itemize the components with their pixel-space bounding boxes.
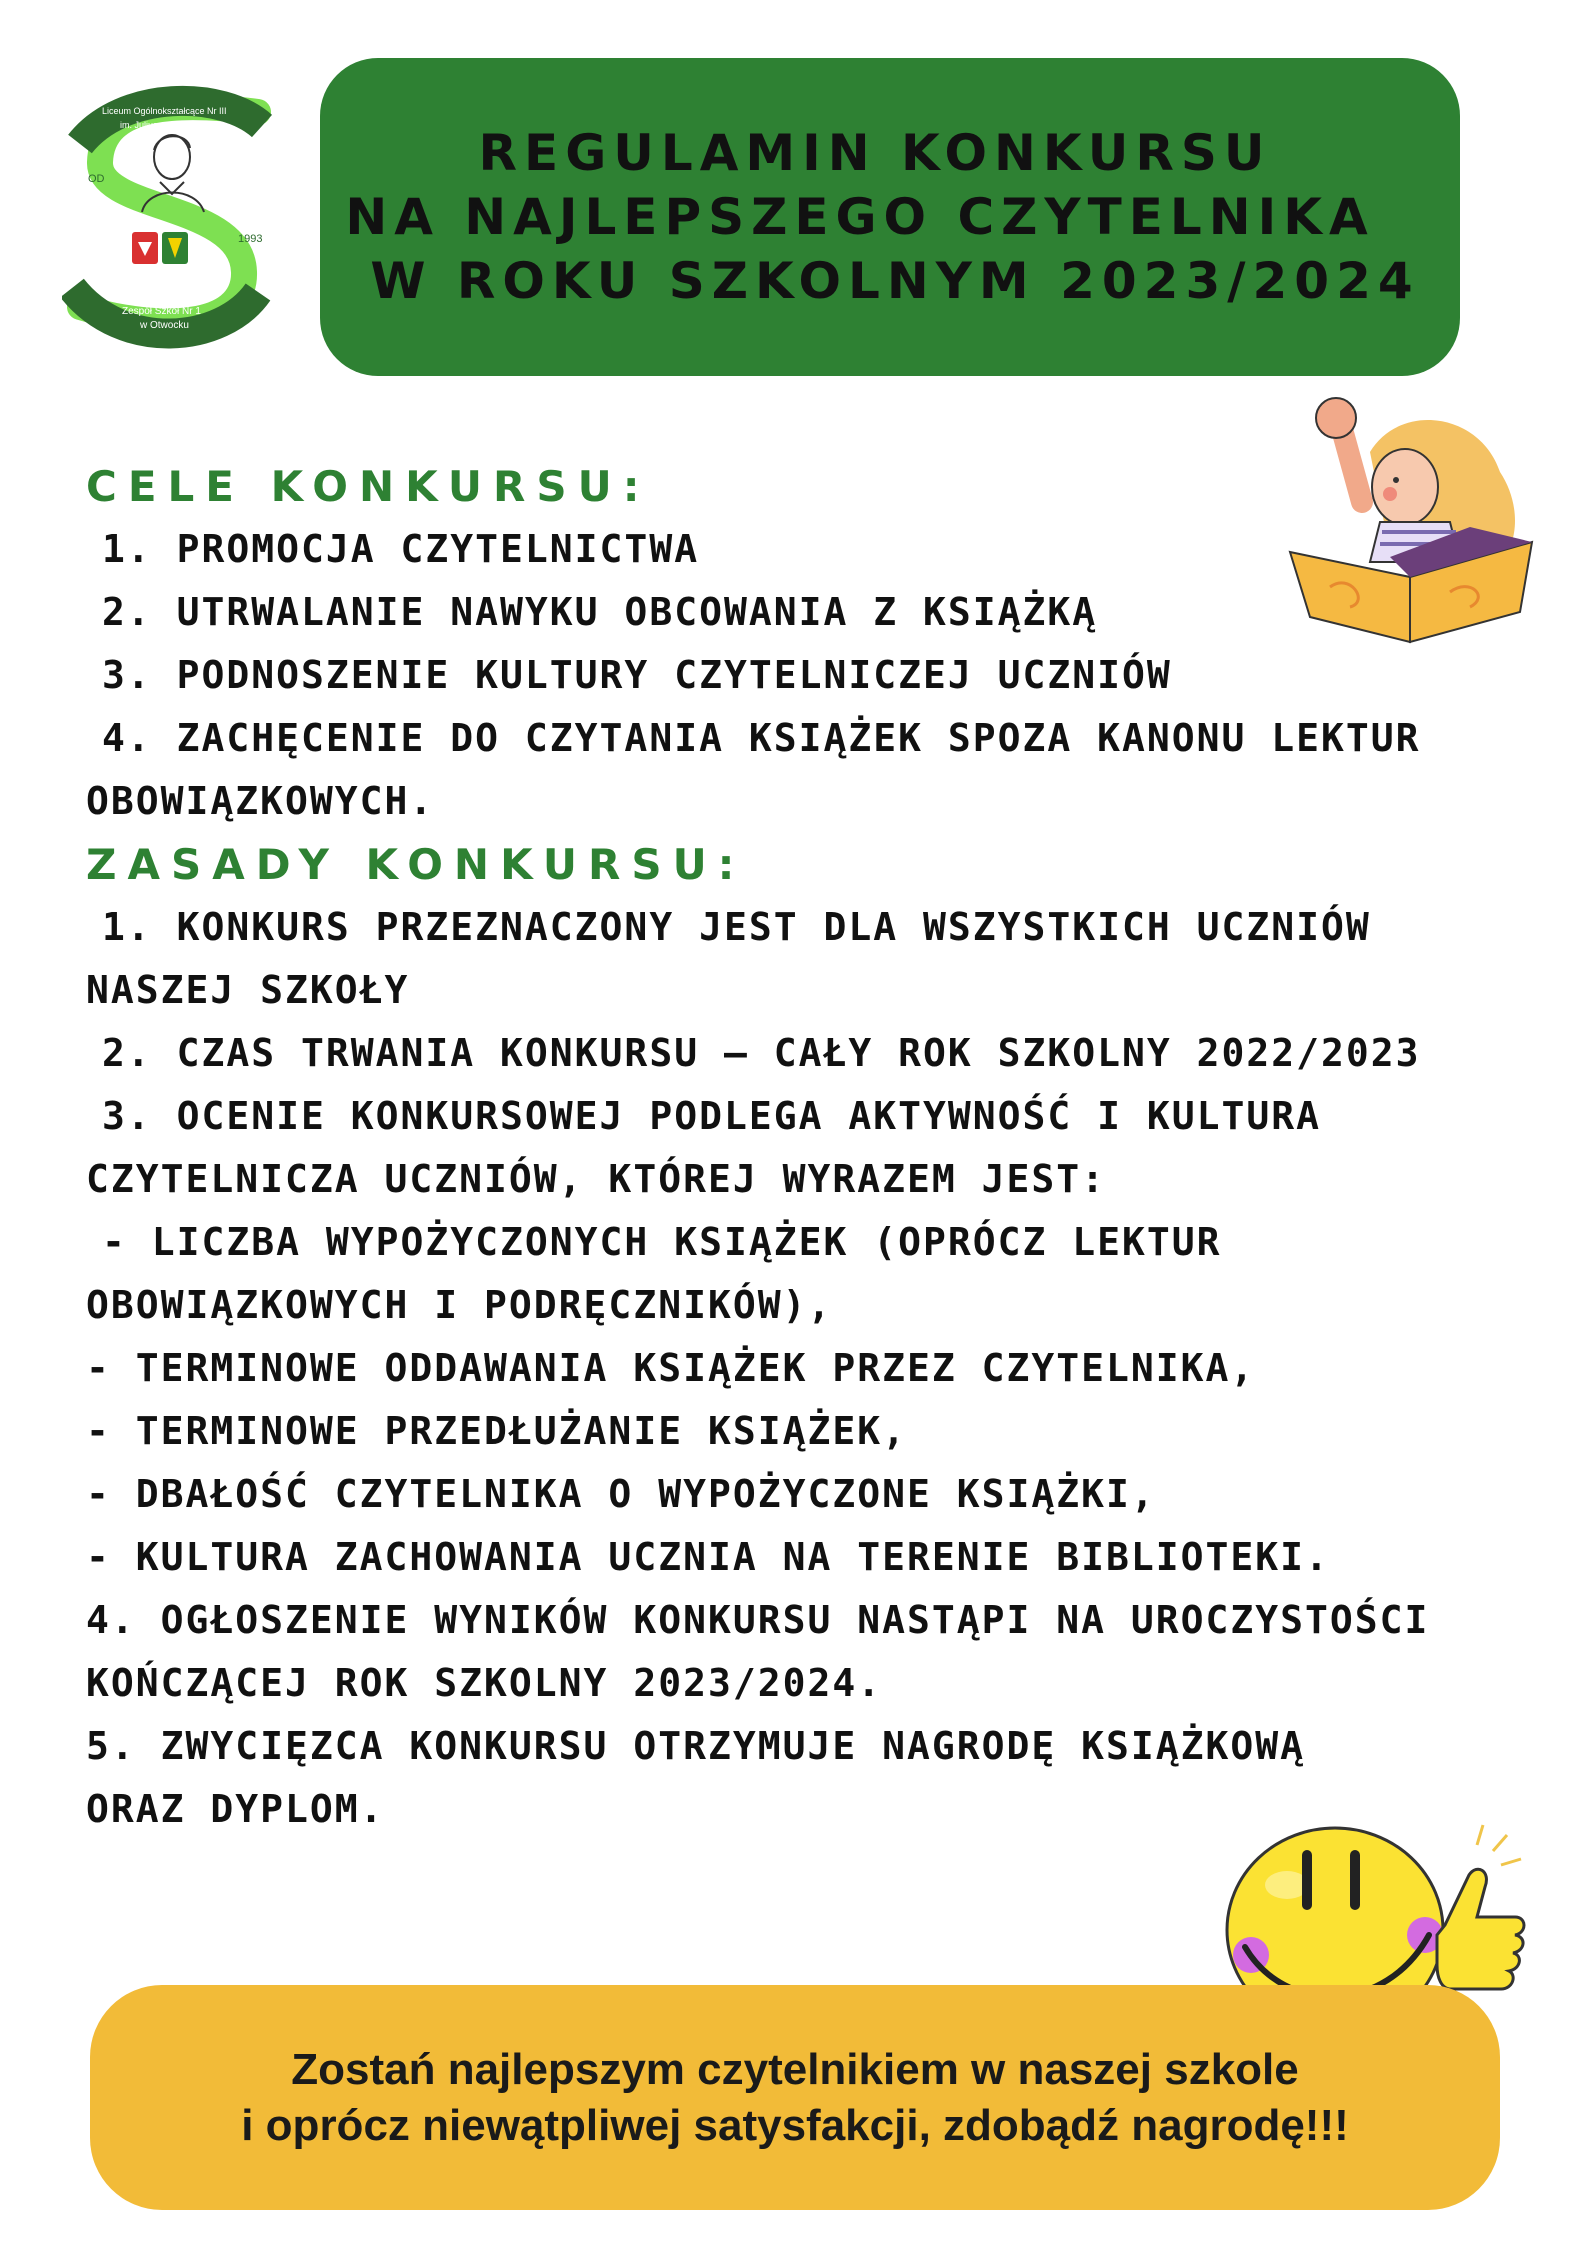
rule-line: - TERMINOWE PRZEDŁUŻANIE KSIĄŻEK,	[86, 1409, 907, 1453]
rule-line: 5. ZWYCIĘZCA KONKURSU OTRZYMUJE NAGRODĘ KSIĄŻKOWĄ	[86, 1724, 1306, 1768]
rule-line: 4. OGŁOSZENIE WYNIKÓW KONKURSU NASTĄPI NA UROCZYSTOŚCI	[86, 1598, 1430, 1642]
goal-line: 2. UTRWALANIE NAWYKU OBCOWANIA Z KSIĄŻKĄ	[102, 590, 1098, 634]
goal-line: 3. PODNOSZENIE KULTURY CZYTELNICZEJ UCZNIÓW	[102, 653, 1172, 697]
title-line-1: REGULAMIN KONKURSU	[478, 124, 1272, 182]
svg-text:1993: 1993	[238, 233, 263, 245]
rule-line: 3. OCENIE KONKURSOWEJ PODLEGA AKTYWNOŚĆ I KULTURA	[102, 1094, 1322, 1138]
school-logo	[62, 82, 282, 352]
rule-line: - TERMINOWE ODDAWANIA KSIĄŻEK PRZEZ CZYTELNIKA,	[86, 1346, 1256, 1390]
goal-line: 4. ZACHĘCENIE DO CZYTANIA KSIĄŻEK SPOZA KANONU LEKTUR	[102, 716, 1421, 760]
svg-text:w Otwocku: w Otwocku	[140, 320, 189, 331]
rule-line: ORAZ DYPLOM.	[86, 1787, 385, 1831]
footer-line-1: Zostań najlepszym czytelnikiem w naszej szkole	[291, 2044, 1299, 2094]
rule-line: OBOWIĄZKOWYCH I PODRĘCZNIKÓW),	[86, 1283, 833, 1327]
svg-text:im. Juliusza Słowackiego: im. Juliusza Słowackiego	[120, 120, 221, 130]
title-banner	[320, 58, 1460, 376]
rule-line: 2. CZAS TRWANIA KONKURSU – CAŁY ROK SZKOLNY 2022/2023	[102, 1031, 1421, 1075]
rules-heading: ZASADY KONKURSU:	[86, 840, 746, 889]
rule-line: - DBAŁOŚĆ CZYTELNIKA O WYPOŻYCZONE KSIĄŻKI,	[86, 1472, 1156, 1516]
title-line-2: NA NAJLEPSZEGO CZYTELNIKA	[345, 188, 1375, 246]
footer-line-2: i oprócz niewątpliwej satysfakcji, zdobądź nagrodę!!!	[241, 2100, 1349, 2150]
rule-line: KOŃCZĄCEJ ROK SZKOLNY 2023/2024.	[86, 1661, 883, 1705]
rule-line: 1. KONKURS PRZEZNACZONY JEST DLA WSZYSTKICH UCZNIÓW	[102, 905, 1371, 949]
rule-line: - KULTURA ZACHOWANIA UCZNIA NA TERENIE BIBLIOTEKI.	[86, 1535, 1330, 1579]
goal-line: OBOWIĄZKOWYCH.	[86, 779, 435, 823]
title-line-3: W ROKU SZKOLNYM 2023/2024	[370, 252, 1420, 310]
rules-content	[86, 455, 1506, 1841]
svg-text:OD: OD	[88, 173, 105, 185]
rule-line: - LICZBA WYPOŻYCZONYCH KSIĄŻEK (OPRÓCZ LEKTUR	[102, 1220, 1222, 1264]
footer-banner	[90, 1985, 1500, 2210]
rule-line: CZYTELNICZA UCZNIÓW, KTÓREJ WYRAZEM JEST:	[86, 1157, 1106, 1201]
rule-line: NASZEJ SZKOŁY	[86, 968, 410, 1012]
goal-line: 1. PROMOCJA CZYTELNICTWA	[102, 527, 700, 571]
svg-text:Liceum Ogólnokształcące Nr III: Liceum Ogólnokształcące Nr III	[102, 106, 227, 116]
goals-heading: CELE KONKURSU:	[86, 462, 651, 511]
svg-text:Zespół Szkół Nr 1: Zespół Szkół Nr 1	[122, 306, 201, 317]
school-logo-emblem	[62, 82, 282, 352]
